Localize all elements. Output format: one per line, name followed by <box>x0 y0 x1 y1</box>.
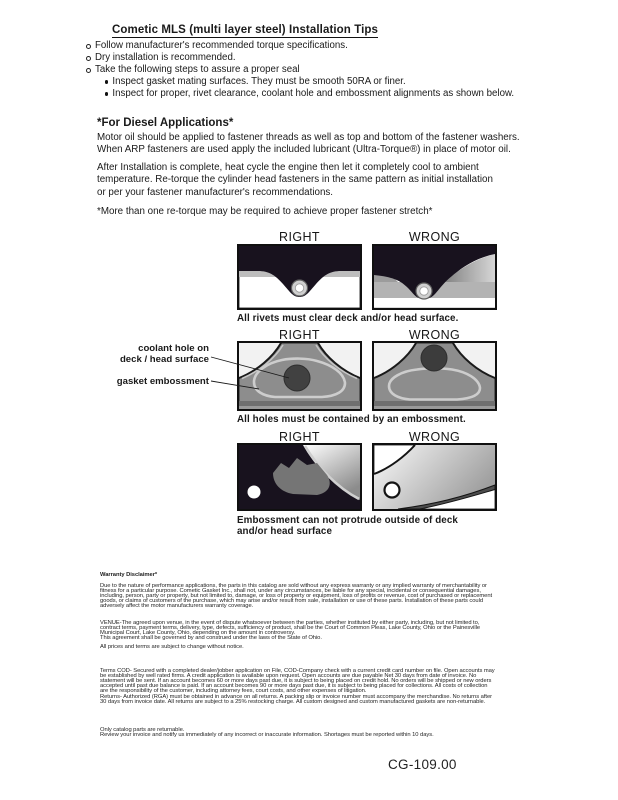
tip-sub-bullet-item: Inspect gasket mating surfaces. They must be smooth 50RA or finer. <box>105 76 514 88</box>
diesel-paragraph-2: After Installation is complete, heat cycle the engine then let it completely cool to ambient temperature. Re-torque the cylinder head fasteners in the same pattern as initial installation or per your fastener manufacturer's recommendations. <box>97 162 493 198</box>
legal-section <box>100 573 548 738</box>
legal-paragraph-terms: Terms COD- Secured with a completed dealer/jobber application on File, COD-Company check with a current credit card number on file. Open accounts may be established by well rated firms. A credit application is available upon request. Open accounts are due payable Net 30 days from date of invoice. No statement will be sent. If an account becomes 60 or more days past due, it is subject to being placed on credit hold. No orders will be shipped or new orders accepted until past due balance is paid. If an account becomes 90 or more days past due, it is subject to being placed for collections. All costs of collection are the responsibility of the customer, including attorney fees, court costs, and other expenses of litigation. <box>100 668 495 695</box>
legal-paragraph-prices: All prices and terms are subject to change without notice. <box>100 644 244 651</box>
bolt-hole-icon <box>385 483 400 498</box>
annotation-coolant-label: coolant hole on deck / head surface <box>119 343 209 365</box>
fig2-caption: All holes must be contained by an embossment. <box>237 414 466 425</box>
fig3-wrong-diagram <box>372 443 497 511</box>
embossment-protrusion-right-illustration <box>237 443 362 511</box>
fig1-wrong-diagram <box>372 244 497 310</box>
diesel-paragraph-1: Motor oil should be applied to fastener threads as well as top and bottom of the fastener washers. When ARP fasteners are used apply the included lubricant (Ultra-Torque®) in place of motor oil. <box>97 132 520 156</box>
open-bullet-icon <box>86 44 91 49</box>
fig3-right-label: RIGHT <box>279 430 320 444</box>
legal-paragraph-returns: Returns- Authorized (RGA) must be obtained in advance on all returns. A packing slip or invoice number must accompany the merchandise. No returns after 30 days from invoice date. All returns are subject to a 25% restocking charge. All custom designed and custom manufactured gaskets are non-returnable. <box>100 694 492 705</box>
legal-paragraph-catalog: Only catalog parts are returnable. Review your invoice and notify us immediately of any incorrect or inaccurate information. Shortages must be reported within 10 days. <box>100 727 434 739</box>
installation-tips-list <box>86 40 514 100</box>
rivet-clearance-wrong-illustration <box>372 244 497 310</box>
filled-bullet-icon <box>105 80 108 83</box>
fig1-caption: All rivets must clear deck and/or head surface. <box>237 313 459 324</box>
tip-bullet-item: Take the following steps to assure a proper seal <box>86 64 514 76</box>
rivet-icon <box>292 280 308 296</box>
legal-paragraph-warranty: Due to the nature of performance applications, the parts in this catalog are sold without any express warranty or any implied warranty of merchantability or fitness for a particular purpose. Cometic Gasket Inc., shall not, under any circumstances, be liable for any special, incidental or consequential damages, including, person, party or property, but not limited to, damage, or loss of property or equipment, loss of profits or revenue, cost of purchased or replacement goods, or claims of customers of the purchase, which may arise and/or result from sale, installation or use of these parts. Installation of these parts could adversely affect the motor manufacturers warranty coverage. <box>100 583 493 610</box>
filled-bullet-icon <box>105 92 108 95</box>
fig2-wrong-label: WRONG <box>408 328 461 342</box>
embossment-protrusion-wrong-illustration <box>372 443 497 511</box>
fig1-wrong-label: WRONG <box>408 230 461 244</box>
tip-sub-bullet-item: Inspect for proper, rivet clearance, coolant hole and embossment alignments as shown below. <box>105 88 514 100</box>
fig1-right-diagram <box>237 244 362 310</box>
fig3-right-diagram <box>237 443 362 511</box>
open-bullet-icon <box>86 56 91 61</box>
legal-paragraph-venue: VENUE-The agreed upon venue, in the event of dispute whatsoever between the parties, whether instituted by either party, including, but not limited to, contract terms, payment terms, delivery, type, defects, sufficiency of product, shall be the Court of Common Pleas, Lake County, Ohio or the Painesville Municipal Court, Lake County, Ohio, depending on the amount in controversy. This agreement shall be governed by and construed under the laws of the State of Ohio. <box>100 619 481 641</box>
warranty-disclaimer-heading: Warranty Disclaimer* <box>100 572 158 578</box>
bolt-hole-icon <box>248 486 261 499</box>
fig3-caption: Embossment can not protrude outside of deck and/or head surface <box>237 515 458 537</box>
fig3-wrong-label: WRONG <box>408 430 461 444</box>
rivet-icon <box>416 283 432 299</box>
annotation-embossment-label: gasket embossment <box>116 376 209 387</box>
page-title: Cometic MLS (multi layer steel) Installation Tips <box>112 24 379 36</box>
open-bullet-icon <box>86 68 91 73</box>
tip-bullet-item: Dry installation is recommended. <box>86 52 514 64</box>
fig1-right-label: RIGHT <box>279 230 320 244</box>
page-number: CG-109.00 <box>388 757 457 772</box>
tip-bullet-item: Follow manufacturer's recommended torque specifications. <box>86 40 514 52</box>
rivet-clearance-right-illustration <box>237 244 362 310</box>
retorque-note: *More than one re-torque may be required to achieve proper fastener stretch* <box>97 206 433 217</box>
diesel-applications-heading: *For Diesel Applications* <box>97 117 234 129</box>
fig2-right-label: RIGHT <box>279 328 320 342</box>
